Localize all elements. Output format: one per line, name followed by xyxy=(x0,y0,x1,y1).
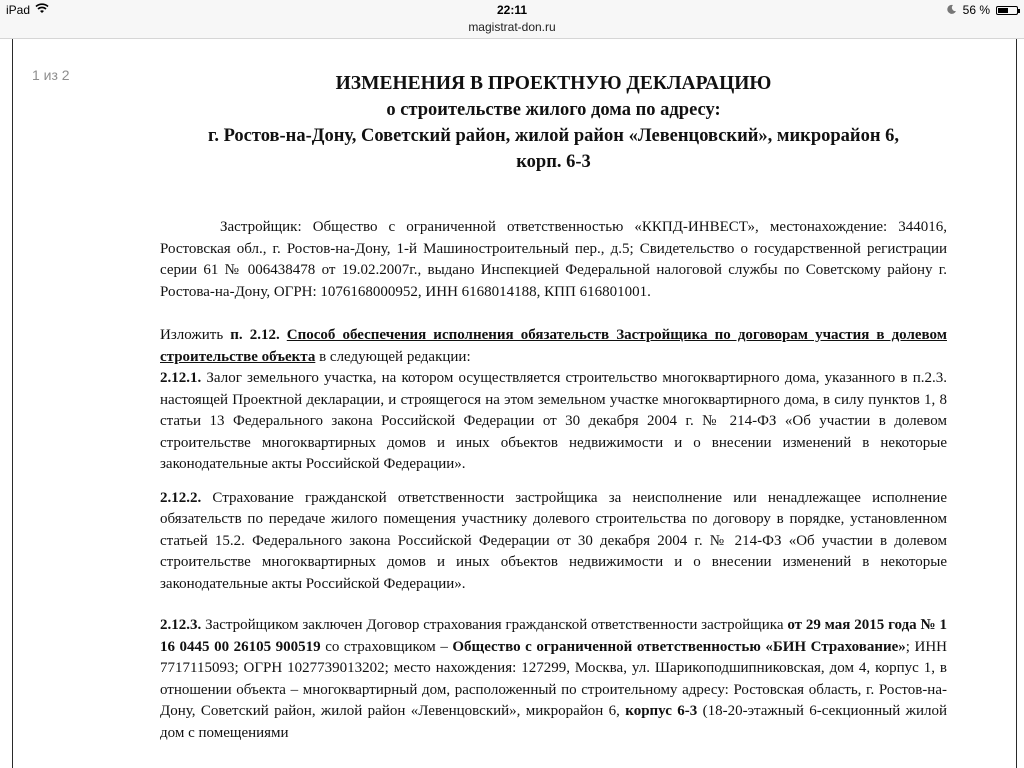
item-2-12-2-number: 2.12.2. xyxy=(160,489,202,506)
item-2-12-3-text3: ; ИНН 7717115093; ОГРН 1027739013202; место нахождения: 127299, Москва, ул. Шарикоподшипниковская, дом 4, корпус 1, в отношении объекта – многоквартирный дом, расположенный по строительному адресу: Ростовская область, г. Ростов-на-Дону, Советский район, жилой район «Левенцовский», микрорайон 6, xyxy=(160,638,947,719)
item-2-12-3-insurer: Общество с ограниченной ответственностью «БИН Страхование» xyxy=(452,638,906,655)
status-right xyxy=(947,3,1018,17)
document-page xyxy=(160,71,947,744)
item-2-12-3-building: корпус 6-3 xyxy=(625,703,698,719)
page-indicator: 1 из 2 xyxy=(32,67,70,83)
item-2-12-3-text2: со страховщиком – xyxy=(320,638,453,655)
state-heading: Способ обеспечения исполнения обязательств Застройщика по договорам участия в долевом строительстве объекта xyxy=(160,327,947,365)
page-edge-left xyxy=(12,39,13,768)
item-2-12-2 xyxy=(160,488,947,596)
item-2-12-2-text: Страхование гражданской ответственности застройщика за неисполнение или ненадлежащее исполнение обязательств по передаче жилого помещения участнику долевого строительства по договору в порядке, установленном статьей 15.2. Федерального закона Российской Федерации от 30 декабря 2004 г. № 214-ФЗ «Об участии в долевом строительстве многоквартирных домов и иных объектов недвижимости и о внесении изменений в некоторые законодательные акты Российской Федерации». xyxy=(160,489,947,592)
moon-icon xyxy=(947,3,957,17)
state-paragraph xyxy=(160,325,947,368)
item-2-12-3-text1: Застройщиком заключен Договор страхования гражданской ответственности застройщика xyxy=(201,617,788,633)
item-2-12-1-text: Залог земельного участка, на котором осуществляется строительство многоквартирного дома, указанного в п.2.3. настоящей Проектной декларации, и строящегося на этом земельном участке многоквартирного дома, в силу пунктов 1, 8 статьи 13 Федерального закона Российской Федерации от 30 декабря 2004 г. № 214-ФЗ «Об участии в долевом строительстве многоквартирных домов и иных объектов недвижимости и о внесении изменений в некоторые законодательные акты Российской Федерации». xyxy=(160,370,947,472)
battery-icon xyxy=(996,6,1018,15)
state-prefix: Изложить xyxy=(160,327,231,343)
device-name: iPad xyxy=(6,3,31,17)
item-2-12-1-number: 2.12.1. xyxy=(160,370,202,386)
pdf-viewer[interactable] xyxy=(0,39,1024,768)
item-2-12-3-number: 2.12.3. xyxy=(160,617,202,633)
item-2-12-3-text4: (18-20-этажный 6-секционный жилой дом с помещениями xyxy=(160,703,948,741)
item-2-12-3-contract: от 29 мая 2015 года № 1 16 0445 00 26105 900519 xyxy=(160,617,947,655)
state-suffix: в следующей редакции: xyxy=(315,348,471,365)
battery-percent: 56 % xyxy=(962,3,990,17)
developer-paragraph: Застройщик: Общество с ограниченной ответственностью «ККПД-ИНВЕСТ», местонахождение: 344016, Ростовская обл., г. Ростов-на-Дону, 1-й Машиностроительный пер., д.5; Свидетельство о государственной регистрации серии 61 № 006438478 от 19.02.2007г., выдано Инспекцией Федеральной налоговой службы по Советскому району г. Ростова-на-Дону, ОГРН: 1076168000952, ИНН 6168014188, КПП 616801001. xyxy=(160,219,947,300)
item-2-12-3 xyxy=(160,615,947,744)
state-point: п. 2.12. xyxy=(230,327,280,343)
title-line-4: корп. 6-3 xyxy=(516,152,591,172)
title-line-3: г. Ростов-на-Дону, Советский район, жилой район «Левенцовский», микрорайон 6, xyxy=(208,126,899,146)
page-edge-right xyxy=(1016,39,1017,768)
url-bar[interactable] xyxy=(0,20,1024,39)
title-line-2: о строительстве жилого дома по адресу: xyxy=(386,100,721,120)
clock: 22:11 xyxy=(496,3,528,17)
item-2-12-1 xyxy=(160,368,947,476)
url-host[interactable]: magistrat-don.ru xyxy=(468,20,556,34)
status-bar xyxy=(0,0,1024,20)
title-line-1: ИЗМЕНЕНИЯ В ПРОЕКТНУЮ ДЕКЛАРАЦИЮ xyxy=(335,73,772,94)
